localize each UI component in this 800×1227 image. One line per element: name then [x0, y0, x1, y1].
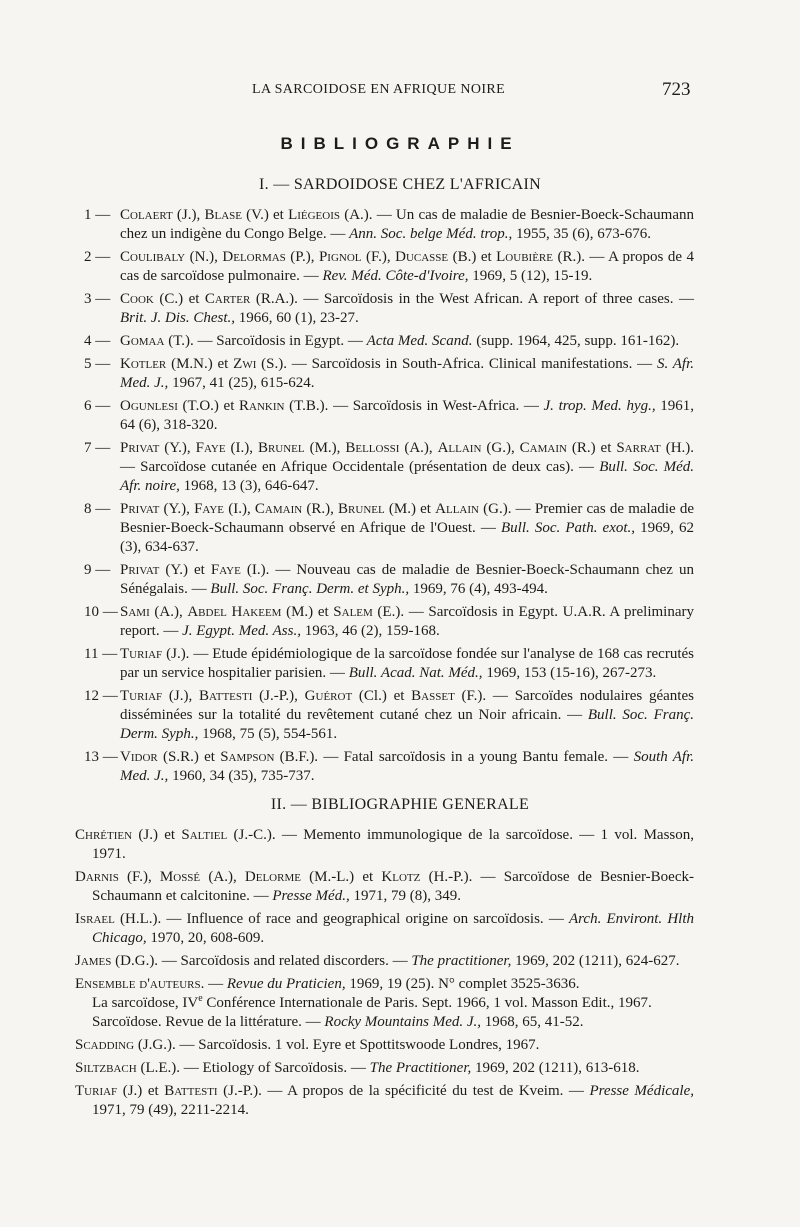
author-name: Guérot: [304, 688, 353, 704]
author-name: Kotler: [120, 356, 167, 372]
author-name: Privat: [120, 562, 160, 578]
reference-entry: [0, 868, 694, 906]
author-name: Allain: [435, 501, 479, 517]
journal-title: Brit. J. Dis. Chest.,: [120, 310, 235, 326]
author-name: Sami: [120, 604, 150, 620]
section-2-title: II. — BIBLIOGRAPHIE GENERALE: [270, 796, 530, 813]
reference-text: (V.) et: [241, 207, 289, 223]
reference-text: (M.) et: [281, 604, 334, 620]
reference-number: 2 —: [84, 249, 111, 265]
journal-title: Acta Med. Scand.: [366, 333, 473, 349]
reference-entry: [0, 206, 694, 244]
reference-text: (Y.),: [159, 501, 195, 517]
reference-text: (M.) et: [384, 501, 436, 517]
author-name: Rankin: [239, 398, 285, 414]
reference-text: (J.) et: [132, 827, 182, 843]
reference-text: (T.). — Sarcoïdosis in Egypt. —: [164, 333, 367, 349]
journal-title: The Practitioner,: [369, 1060, 472, 1076]
journal-title: Rev. Méd. Côte-d'Ivoire,: [322, 268, 469, 284]
reference-text: (I.),: [225, 440, 258, 456]
reference-entry: [0, 561, 694, 599]
reference-text: 1969, 62 (3), 634-637.: [120, 520, 694, 555]
journal-title: Bull. Soc. Franç. Derm. Syph.,: [120, 707, 694, 742]
reference-text: (R.A.). — Sarcoïdosis in the West African. A report of three cases. —: [250, 291, 694, 307]
journal-title: Arch. Environt. Hlth Chicago,: [92, 911, 694, 946]
reference-text: La sarcoïdose, IV: [92, 995, 199, 1011]
reference-number: 6 —: [84, 398, 111, 414]
reference-text: (B.F.). — Fatal sarcoïdosis in a young Bantu female. —: [274, 749, 634, 765]
reference-text: 1969, 202 (1211), 624-627.: [511, 953, 680, 969]
journal-title: Rocky Mountains Med. J.,: [324, 1014, 482, 1030]
reference-text: (J.-C.). — Memento immunologique de la sarcoïdose. — 1 vol. Masson, 1971.: [92, 827, 694, 862]
reference-text: 1963, 46 (2), 159-168.: [300, 623, 440, 639]
reference-text: 1970, 20, 608-609.: [146, 930, 265, 946]
reference-number: 10 —: [84, 604, 118, 620]
reference-text: (P.),: [285, 249, 319, 265]
reference-text: (Y.),: [159, 440, 196, 456]
author-name: Ducasse: [395, 249, 449, 265]
reference-text: 1968, 65, 41-52.: [481, 1014, 584, 1030]
reference-text: 1960, 34 (35), 735-737.: [168, 768, 315, 784]
running-title: LA SARCOIDOSE EN AFRIQUE NOIRE: [252, 82, 506, 97]
reference-text: Sarcoïdose. Revue de la littérature. —: [92, 1014, 325, 1030]
reference-text: (T.O.) et: [177, 398, 240, 414]
reference-text: (E.). — Sarcoïdosis in Egypt. U.A.R. A preliminary report. —: [120, 604, 695, 639]
section-1-references: [0, 206, 800, 790]
reference-text: 1969, 19 (25). N° complet 3525-3636.: [345, 976, 580, 992]
reference-text: (B.) et: [448, 249, 497, 265]
reference-text: (F.),: [118, 869, 160, 885]
author-name: Faye: [210, 562, 241, 578]
author-name: Darnis: [75, 869, 119, 885]
author-name: Allain: [437, 440, 482, 456]
reference-number: 5 —: [84, 356, 111, 372]
reference-number: 13 —: [84, 749, 118, 765]
reference-text: (R.). — A propos de 4 cas de sarcoïdose pulmonaire. —: [120, 249, 695, 284]
author-name: Ensemble d'auteurs: [75, 976, 201, 992]
reference-text: 1969, 76 (4), 493-494.: [409, 581, 548, 597]
reference-entry: [0, 1082, 694, 1120]
journal-title: Presse Médicale,: [589, 1083, 694, 1099]
reference-number: 4 —: [84, 333, 111, 349]
reference-text: (A.),: [200, 869, 245, 885]
reference-text: (T.B.). — Sarcoïdosis in West-Africa. —: [284, 398, 544, 414]
reference-text: (H.L.). — Influence of race and geographical origine on sarcoïdosis. —: [114, 911, 569, 927]
author-name: Zwi: [233, 356, 257, 372]
reference-text: 1971, 79 (49), 2211-2214.: [92, 1102, 249, 1118]
reference-text: (J.G.). — Sarcoïdosis. 1 vol. Eyre et Spottitswoode Londres, 1967.: [134, 1037, 540, 1053]
reference-text: (G.),: [481, 440, 520, 456]
reference-number: 3 —: [84, 291, 111, 307]
author-name: Scadding: [75, 1037, 135, 1053]
journal-title: Bull. Soc. Franç. Derm. et Syph.,: [210, 581, 410, 597]
reference-text: (J.),: [162, 688, 200, 704]
reference-sub-entry: [92, 1013, 694, 1032]
author-name: Battesti: [164, 1083, 218, 1099]
author-name: Sarrat: [616, 440, 661, 456]
reference-text: (I.),: [224, 501, 255, 517]
running-head: [0, 80, 800, 104]
reference-text: 1955, 35 (6), 673-676.: [512, 226, 652, 242]
author-name: Battesti: [199, 688, 253, 704]
author-name: Ogunlesi: [120, 398, 178, 414]
reference-number: 8 —: [84, 501, 111, 517]
reference-text: 1969, 153 (15-16), 267-273.: [482, 665, 657, 681]
reference-text: (M.N.) et: [166, 356, 234, 372]
author-name: Mossé: [159, 869, 201, 885]
reference-text: (J.-P.),: [252, 688, 305, 704]
author-name: Salem: [333, 604, 373, 620]
author-name: Turiaf: [120, 646, 163, 662]
journal-title: Ann. Soc. belge Méd. trop.,: [349, 226, 513, 242]
reference-text: (M.-L.) et: [300, 869, 382, 885]
reference-text: (H.). — Sarcoïdose cutanée en Afrique Occidentale (présentation de deux cas). —: [120, 440, 695, 475]
reference-number: 12 —: [84, 688, 118, 704]
reference-number: 9 —: [84, 562, 111, 578]
reference-text: (A.). — Un cas de maladie de Besnier-Boeck-Schaumann chez un indigène du Congo Belge. —: [120, 207, 695, 242]
reference-entry: [0, 332, 694, 351]
reference-number: 1 —: [84, 207, 111, 223]
reference-entry: [0, 603, 694, 641]
reference-text: 1971, 79 (8), 349.: [349, 888, 461, 904]
author-name: Brunel: [257, 440, 305, 456]
author-name: James: [75, 953, 112, 969]
section-2-references: [0, 826, 800, 1124]
reference-text: (N.),: [185, 249, 223, 265]
journal-title: Revue du Praticien,: [226, 976, 346, 992]
reference-text: (F.). — Sarcoïdes nodulaires géantes disséminées sur la totalité du revêtement cutané chez un Noir africain. —: [120, 688, 694, 723]
reference-text: 1967, 41 (25), 615-624.: [168, 375, 315, 391]
reference-sub-entry: [92, 994, 694, 1013]
reference-text: (M.),: [304, 440, 346, 456]
author-name: Privat: [120, 440, 160, 456]
reference-text: (A.),: [399, 440, 438, 456]
reference-text: Conférence Internationale de Paris. Sept. 1966, 1 vol. Masson Edit., 1967.: [202, 995, 652, 1011]
reference-entry: [0, 826, 694, 864]
author-name: Klotz: [381, 869, 421, 885]
author-name: Carter: [204, 291, 251, 307]
author-name: Liégeois: [288, 207, 340, 223]
journal-title: South Afr. Med. J.,: [120, 749, 694, 784]
superscript: e: [198, 993, 203, 1004]
reference-text: (R.),: [302, 501, 339, 517]
author-name: Brunel: [338, 501, 385, 517]
reference-entry: [0, 952, 694, 971]
journal-title: Bull. Soc. Méd. Afr. noire,: [120, 459, 695, 494]
reference-text: . —: [200, 976, 227, 992]
reference-text: 1968, 13 (3), 646-647.: [179, 478, 319, 494]
author-name: Turiaf: [75, 1083, 118, 1099]
author-name: Camain: [254, 501, 303, 517]
reference-text: (G.). — Premier cas de maladie de Besnier-Boeck-Schaumann observé en Afrique de l'Ouest. —: [120, 501, 695, 536]
reference-entry: [0, 439, 694, 496]
reference-text: 1968, 75 (5), 554-561.: [198, 726, 338, 742]
reference-entry: [0, 1059, 694, 1078]
journal-title: J. Egypt. Med. Ass.,: [182, 623, 301, 639]
reference-text: (S.). — Sarcoïdosis in South-Africa. Clinical manifestations. —: [256, 356, 657, 372]
author-name: Loubière: [496, 249, 553, 265]
author-name: Gomaa: [120, 333, 165, 349]
reference-text: (L.E.). — Etiology of Sarcoïdosis. —: [136, 1060, 370, 1076]
reference-text: 1969, 5 (12), 15-19.: [468, 268, 593, 284]
reference-text: (supp. 1964, 425, supp. 161-162).: [472, 333, 680, 349]
reference-text: 1969, 202 (1211), 613-618.: [471, 1060, 640, 1076]
reference-text: (R.) et: [566, 440, 617, 456]
reference-number: 7 —: [84, 440, 111, 456]
reference-entry: [0, 910, 694, 948]
author-name: Basset: [411, 688, 455, 704]
author-name: Bellossi: [345, 440, 400, 456]
author-name: Coulibaly: [120, 249, 186, 265]
reference-text: (J.). — Etude épidémiologique de la sarcoïdose fondée sur l'analyse de 168 cas recrutés par un service hospitalier parisien. —: [120, 646, 694, 681]
journal-title: S. Afr. Med. J.,: [120, 356, 694, 391]
reference-entry: [0, 248, 694, 286]
reference-text: (S.R.) et: [157, 749, 221, 765]
reference-text: (D.G.). — Sarcoïdosis and related discorders. —: [111, 953, 412, 969]
reference-text: 1966, 60 (1), 23-27.: [235, 310, 359, 326]
reference-text: (J.),: [172, 207, 205, 223]
reference-entry: [0, 687, 694, 744]
reference-entry: [0, 355, 694, 393]
author-name: Colaert: [120, 207, 173, 223]
reference-text: (C.) et: [153, 291, 205, 307]
reference-number: 11 —: [84, 646, 118, 662]
author-name: Faye: [194, 501, 225, 517]
author-name: Privat: [120, 501, 160, 517]
author-name: Saltiel: [181, 827, 228, 843]
author-name: Delorme: [244, 869, 301, 885]
reference-text: (F.),: [361, 249, 396, 265]
author-name: Delormas: [222, 249, 286, 265]
reference-entry: [0, 1036, 694, 1055]
journal-title: Presse Méd.,: [272, 888, 350, 904]
journal-title: The practitioner,: [411, 953, 512, 969]
author-name: Turiaf: [120, 688, 163, 704]
bibliography-title: BIBLIOGRAPHIE: [280, 134, 520, 153]
author-name: Faye: [195, 440, 226, 456]
author-name: Chrétien: [75, 827, 133, 843]
reference-entry: [0, 748, 694, 786]
reference-text: (Cl.) et: [352, 688, 412, 704]
journal-title: Bull. Soc. Path. exot.,: [500, 520, 636, 536]
reference-text: (Y.) et: [159, 562, 211, 578]
reference-entry: [0, 975, 694, 1032]
author-name: Pignol: [318, 249, 362, 265]
reference-text: (J.-P.). — A propos de la spécificité du test de Kveim. —: [217, 1083, 590, 1099]
author-name: Blase: [204, 207, 242, 223]
journal-title: Bull. Acad. Nat. Méd.,: [348, 665, 483, 681]
author-name: Vidor: [120, 749, 158, 765]
author-name: Israel: [75, 911, 115, 927]
reference-text: (H.-P.). — Sarcoïdose de Besnier-Boeck-Schaumann et calcitonine. —: [92, 869, 694, 904]
reference-entry: [0, 500, 694, 557]
author-name: Sampson: [220, 749, 275, 765]
reference-text: (I.). — Nouveau cas de maladie de Besnier-Boeck-Schaumann chez un Sénégalais. —: [120, 562, 694, 597]
section-1-title: I. — SARDOIDOSE CHEZ L'AFRICAIN: [259, 176, 541, 193]
reference-text: (A.),: [149, 604, 188, 620]
author-name: Camain: [519, 440, 567, 456]
author-name: Cook: [120, 291, 154, 307]
author-name: Abdel Hakeem: [187, 604, 282, 620]
reference-entry: [0, 290, 694, 328]
reference-entry: [0, 397, 694, 435]
reference-entry: [0, 645, 694, 683]
reference-text: 1961, 64 (6), 318-320.: [120, 398, 695, 433]
reference-text: (J.) et: [117, 1083, 165, 1099]
author-name: Siltzbach: [75, 1060, 137, 1076]
page-number: 723: [662, 79, 691, 100]
journal-title: J. trop. Med. hyg.,: [543, 398, 656, 414]
